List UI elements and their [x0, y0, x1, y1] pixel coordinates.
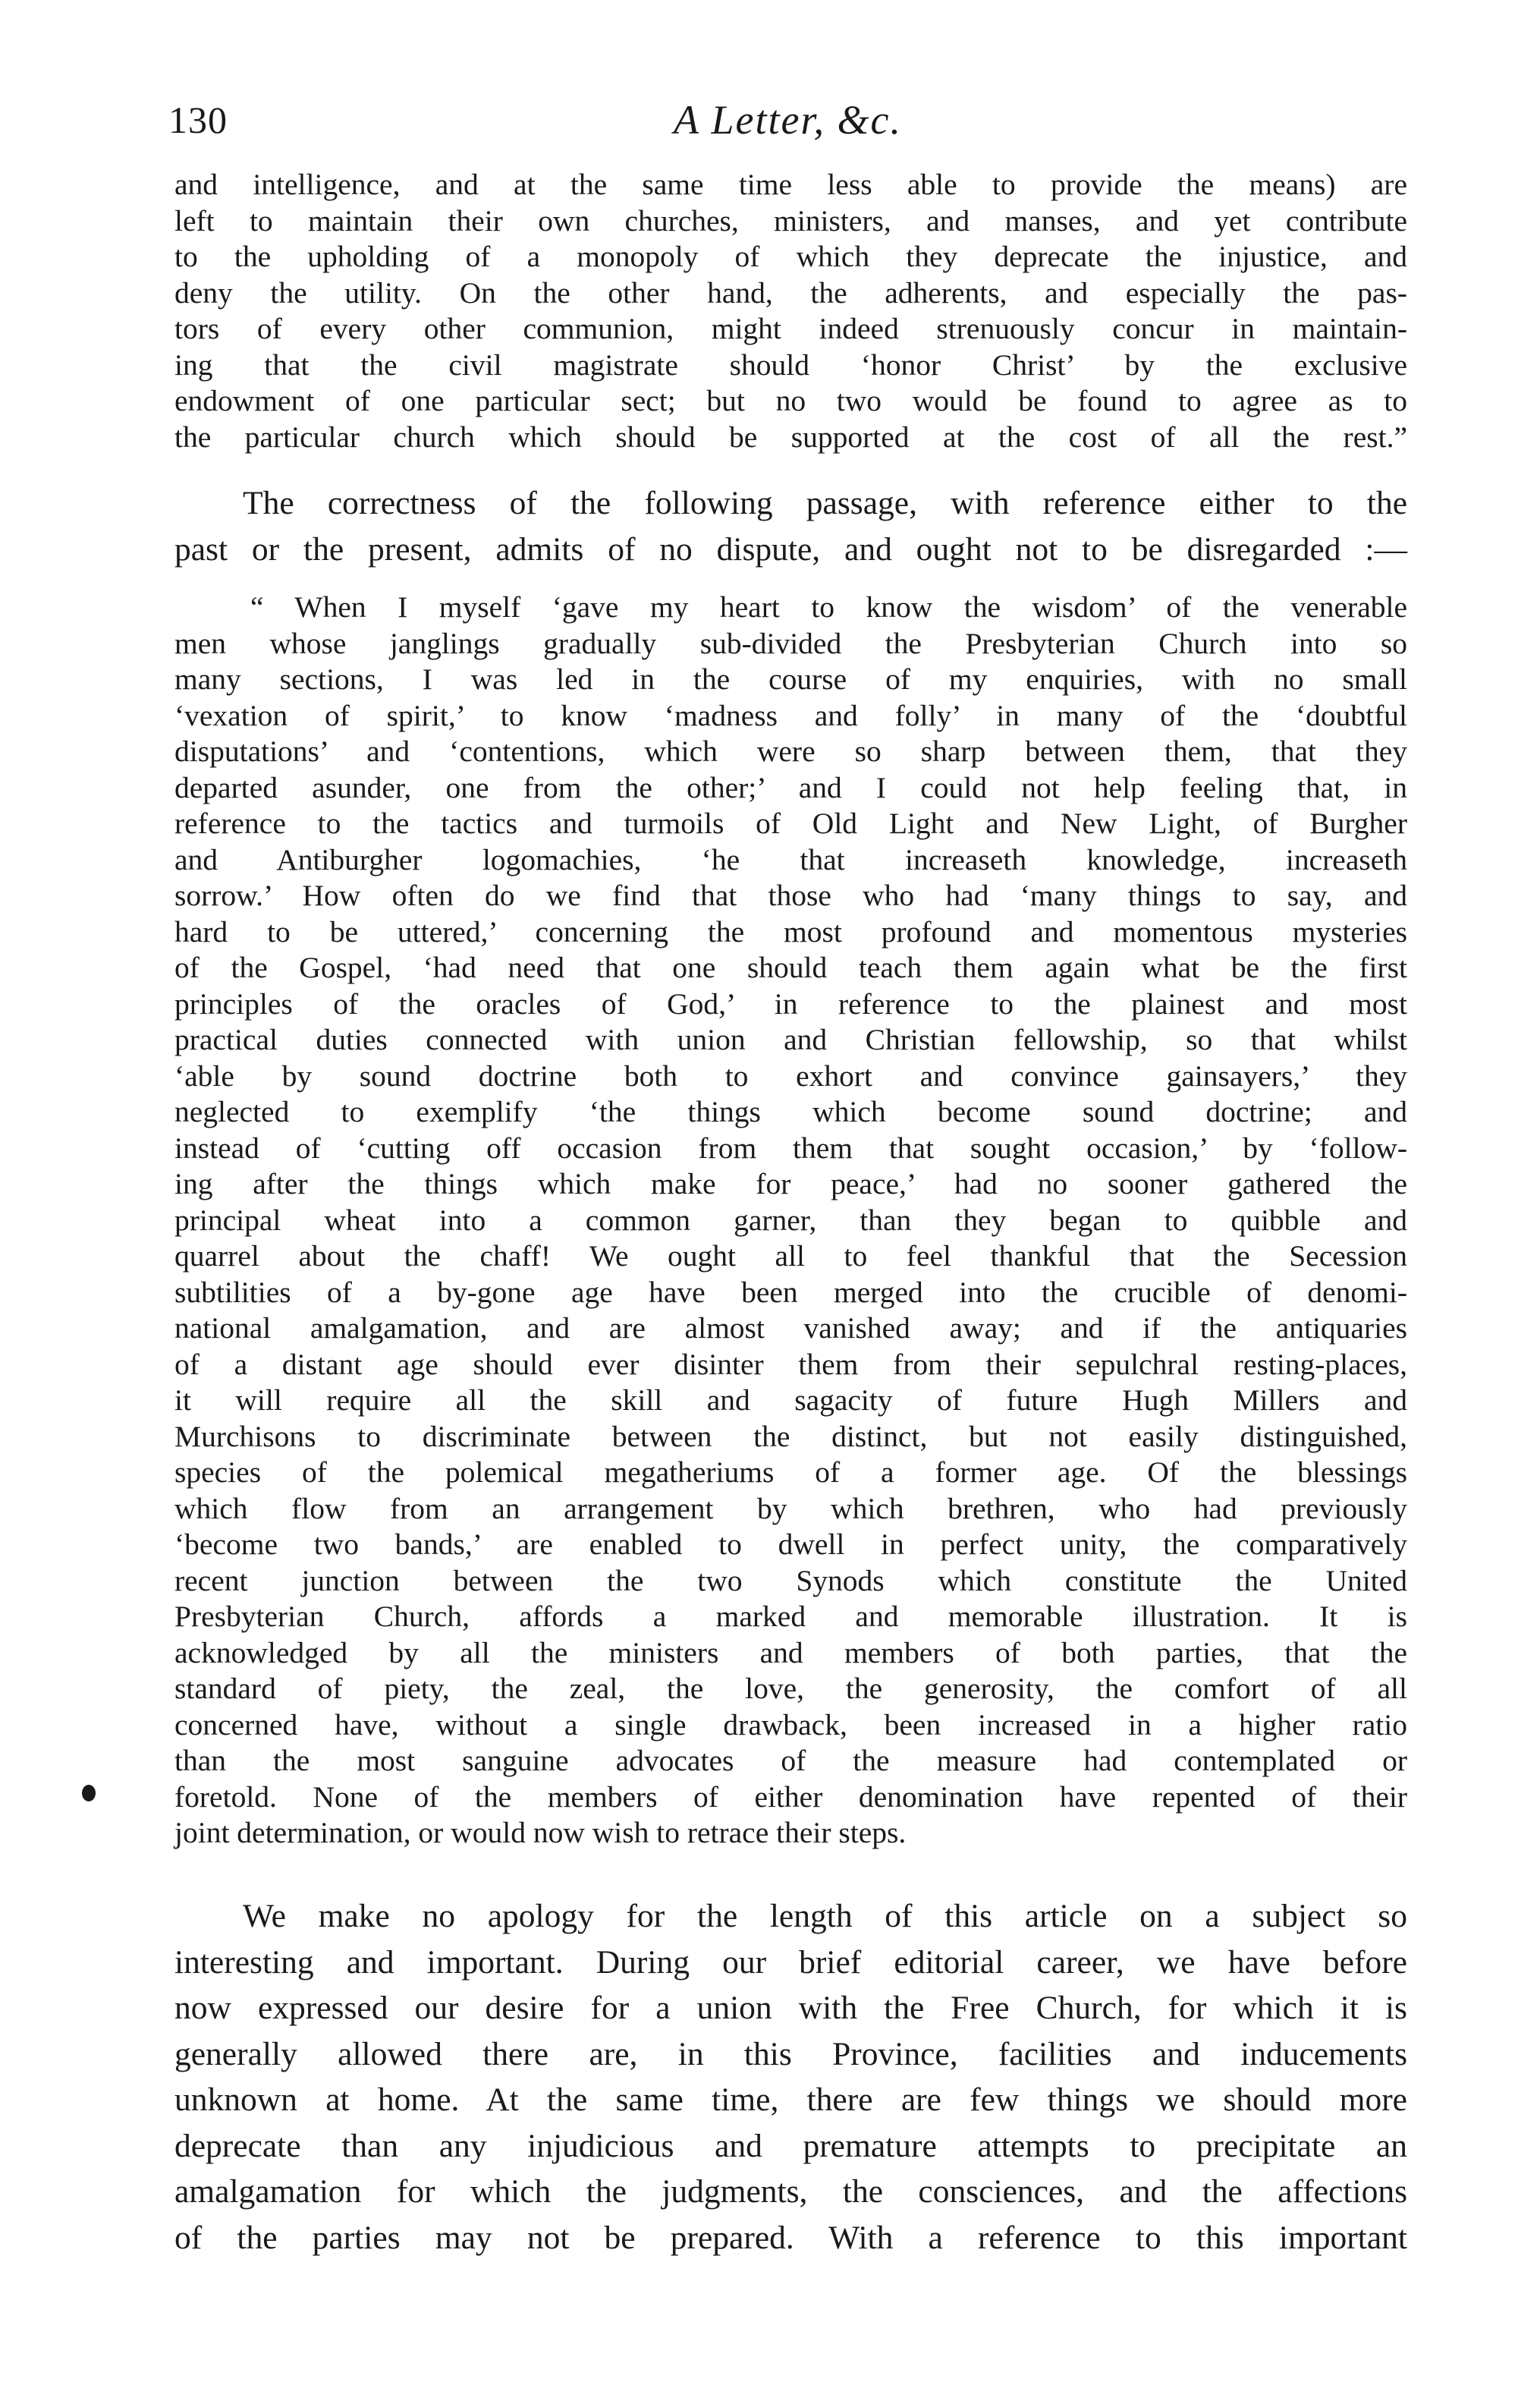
text-line: past or the present, admits of no dispute, and ought not to be disregarded :— [174, 530, 1407, 568]
page-number: 130 [168, 99, 228, 141]
running-title: A Letter, &c. [674, 97, 902, 143]
text-line: joint determination, or would now wish to retrace their steps. [174, 1816, 907, 1849]
text-line: of the parties may not be prepared. With a reference to this important [174, 2219, 1407, 2256]
text-line: tors of every other communion, might indeed strenuously concur in maintain- [174, 312, 1407, 345]
text-line: many sections, I was led in the course of my enquiries, with no small [174, 662, 1407, 696]
text-line: of a distant age should ever disinter them from their sepulchral resting-places, [174, 1347, 1407, 1381]
text-line: The correctness of the following passage, with reference either to the [243, 485, 1407, 521]
block-quotation [174, 590, 1407, 1852]
text-line: Murchisons to discriminate between the distinct, but not easily distinguished, [174, 1419, 1407, 1453]
text-line: it will require all the skill and sagacity of future Hugh Millers and [174, 1383, 1407, 1417]
text-line: national amalgamation, and are almost vanished away; and if the antiquaries [174, 1311, 1407, 1345]
text-line: deny the utility. On the other hand, the adherents, and especially the pas- [174, 275, 1407, 310]
margin-ink-dot [82, 1785, 96, 1801]
text-line: than the most sanguine advocates of the measure had contemplated or [174, 1744, 1407, 1777]
text-line: now expressed our desire for a union with the Free Church, for which it is [174, 1990, 1407, 2026]
text-line: unknown at home. At the same time, there are few things we should more [174, 2081, 1407, 2118]
text-line: amalgamation for which the judgments, the consciences, and the affections [174, 2173, 1407, 2210]
text-line: ‘become two bands,’ are enabled to dwell in perfect unity, the comparatively [174, 1528, 1407, 1561]
text-line: acknowledged by all the ministers and members of both parties, that the [174, 1635, 1407, 1669]
text-line: standard of piety, the zeal, the love, the generosity, the comfort of all [174, 1672, 1407, 1705]
text-line: Presbyterian Church, affords a marked and memorable illustration. It is [174, 1600, 1407, 1633]
text-line: recent junction between the two Synods which constitute the United [174, 1563, 1407, 1597]
text-line: reference to the tactics and turmoils of Old Light and New Light, of Burgher [174, 807, 1407, 840]
text-line: instead of ‘cutting off occasion from them that sought occasion,’ by ‘follow- [174, 1131, 1407, 1165]
text-line: of the Gospel, ‘had need that one should teach them again what be the first [174, 951, 1407, 984]
text-line: the particular church which should be supported at the cost of all the rest.” [174, 420, 1407, 454]
text-line: generally allowed there are, in this Province, facilities and inducements [174, 2035, 1407, 2072]
text-line: ing after the things which make for peace,’ had no sooner gathered the [174, 1167, 1407, 1200]
text-line: We make no apology for the length of this article on a subject so [243, 1898, 1407, 1934]
text-line: foretold. None of the members of either denomination have repented of their [174, 1779, 1407, 1814]
text-line: concerned have, without a single drawback, been increased in a higher ratio [174, 1707, 1407, 1742]
text-line: principal wheat into a common garner, than they began to quibble and [174, 1203, 1407, 1237]
text-line: which flow from an arrangement by which brethren, who had previously [174, 1491, 1407, 1525]
text-line: deprecate than any injudicious and premature attempts to precipitate an [174, 2127, 1407, 2164]
text-line: and Antiburgher logomachies, ‘he that increaseth knowledge, increaseth [174, 842, 1407, 876]
body-paragraph-editorial [174, 1893, 1407, 2261]
text-line: interesting and important. During our brief editorial career, we have before [174, 1943, 1407, 1981]
text-line: principles of the oracles of God,’ in reference to the plainest and most [174, 986, 1407, 1021]
text-line: neglected to exemplify ‘the things which become sound doctrine; and [174, 1095, 1407, 1128]
text-line: disputations’ and ‘contentions, which were so sharp between them, that they [174, 735, 1407, 768]
text-line: “ When I myself ‘gave my heart to know the wisdom’ of the venerable [250, 590, 1407, 624]
text-line: practical duties connected with union and Christian fellowship, so that whilst [174, 1023, 1407, 1056]
text-line: subtilities of a by-gone age have been merged into the crucible of denomi- [174, 1275, 1407, 1309]
text-line: left to maintain their own churches, ministers, and manses, and yet contribute [174, 203, 1407, 238]
running-head [168, 90, 1407, 150]
text-line: hard to be uttered,’ concerning the most profound and momentous mysteries [174, 914, 1407, 949]
text-line: quarrel about the chaff! We ought all to feel thankful that the Secession [174, 1239, 1407, 1273]
text-line: species of the polemical megatheriums of a former age. Of the blessings [174, 1455, 1407, 1489]
text-line: ‘able by sound doctrine both to exhort and convince gainsayers,’ they [174, 1059, 1407, 1093]
text-line: departed asunder, one from the other;’ and I could not help feeling that, in [174, 770, 1407, 804]
text-line: ing that the civil magistrate should ‘honor Christ’ by the exclusive [174, 348, 1407, 382]
text-line: and intelligence, and at the same time less able to provide the means) are [174, 168, 1407, 201]
text-line: to the upholding of a monopoly of which they deprecate the injustice, and [174, 240, 1407, 273]
text-line: sorrow.’ How often do we find that those who had ‘many things to say, and [174, 879, 1407, 912]
text-line: men whose janglings gradually sub-divided the Presbyterian Church into so [174, 626, 1407, 660]
text-line: ‘vexation of spirit,’ to know ‘madness and folly’ in many of the ‘doubtful [174, 698, 1407, 732]
quoted-paragraph-continued [174, 167, 1407, 455]
text-line: endowment of one particular sect; but no two would be found to agree as to [174, 384, 1407, 417]
body-paragraph-passage-intro [174, 480, 1407, 572]
